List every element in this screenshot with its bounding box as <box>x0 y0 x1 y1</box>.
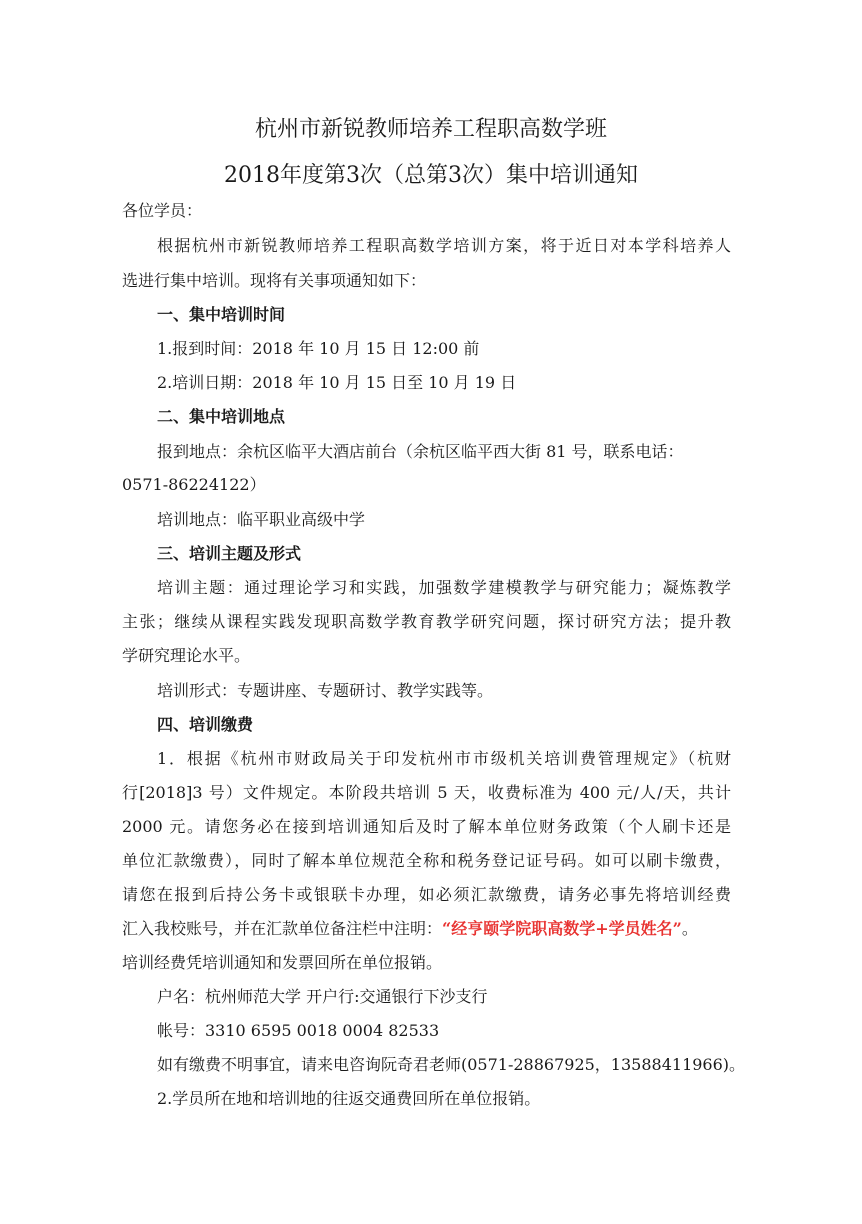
intro-line-1: 根据杭州市新锐教师培养工程职高数学培训方案，将于近日对本学科培养人 <box>157 236 731 255</box>
fees-line-6-suffix: 。 <box>681 919 698 938</box>
fees-line-6-prefix: 汇入我校账号，并在汇款单位备注栏中注明： <box>122 919 443 938</box>
fees-line-2: 行[2018]3 号）文件规定。本阶段共培训 5 天，收费标准为 400 元/人/天，共计 <box>122 783 731 802</box>
training-dates: 2.培训日期：2018 年 10 月 15 日至 10 月 19 日 <box>157 373 517 392</box>
account-name: 户名：杭州师范大学 开户行:交通银行下沙支行 <box>157 987 488 1006</box>
training-place: 培训地点：临平职业高级中学 <box>157 510 366 529</box>
remittance-note-highlight: “经亨颐学院职高数学+学员姓名” <box>442 919 682 938</box>
section-heading-fees: 四、培训缴费 <box>157 715 254 734</box>
salutation: 各位学员： <box>122 201 203 220</box>
section-heading-theme: 三、培训主题及形式 <box>157 544 302 563</box>
fees-line-4: 单位汇款缴费），同时了解本单位规范全称和税务登记证号码。如可以刷卡缴费， <box>122 851 731 870</box>
report-time: 1.报到时间：2018 年 10 月 15 日 12:00 前 <box>157 339 480 358</box>
travel-reimbursement: 2.学员所在地和培训地的往返交通费回所在单位报销。 <box>157 1089 541 1108</box>
inquiry-contact: 如有缴费不明事宜，请来电咨询阮奇君老师(0571-28867925，13588411966)。 <box>157 1055 746 1074</box>
report-place-line-1: 报到地点：余杭区临平大酒店前台（余杭区临平西大街 81 号，联系电话： <box>157 442 684 461</box>
section-heading-time: 一、集中培训时间 <box>157 305 286 324</box>
training-form: 培训形式：专题讲座、专题研讨、教学实践等。 <box>157 681 494 700</box>
fees-line-7: 培训经费凭培训通知和发票回所在单位报销。 <box>122 953 443 972</box>
fees-line-5: 请您在报到后持公务卡或银联卡办理，如必须汇款缴费，请务必事先将培训经费 <box>122 885 731 904</box>
fees-line-3: 2000 元。请您务必在接到培训通知后及时了解本单位财务政策（个人刷卡还是 <box>122 817 731 836</box>
report-place-line-2: 0571-86224122） <box>122 475 266 494</box>
fees-line-6 <box>122 919 698 939</box>
intro-line-2: 选进行集中培训。现将有关事项通知如下： <box>122 271 427 290</box>
topic-line-2: 主张；继续从课程实践发现职高数学教育教学研究问题，探讨研究方法；提升教 <box>122 612 731 631</box>
topic-line-3: 学研究理论水平。 <box>122 646 251 665</box>
account-number: 帐号：3310 6595 0018 0004 82533 <box>157 1021 440 1040</box>
page-subtitle: 2018年度第3次（总第3次）集中培训通知 <box>224 163 638 188</box>
page-title: 杭州市新锐教师培养工程职高数学班 <box>254 117 607 142</box>
fees-line-1: 1．根据《杭州市财政局关于印发杭州市市级机关培训费管理规定》（杭财 <box>157 749 731 768</box>
topic-line-1: 培训主题：通过理论学习和实践，加强数学建模教学与研究能力；凝炼教学 <box>157 578 731 597</box>
section-heading-place: 二、集中培训地点 <box>157 407 286 426</box>
